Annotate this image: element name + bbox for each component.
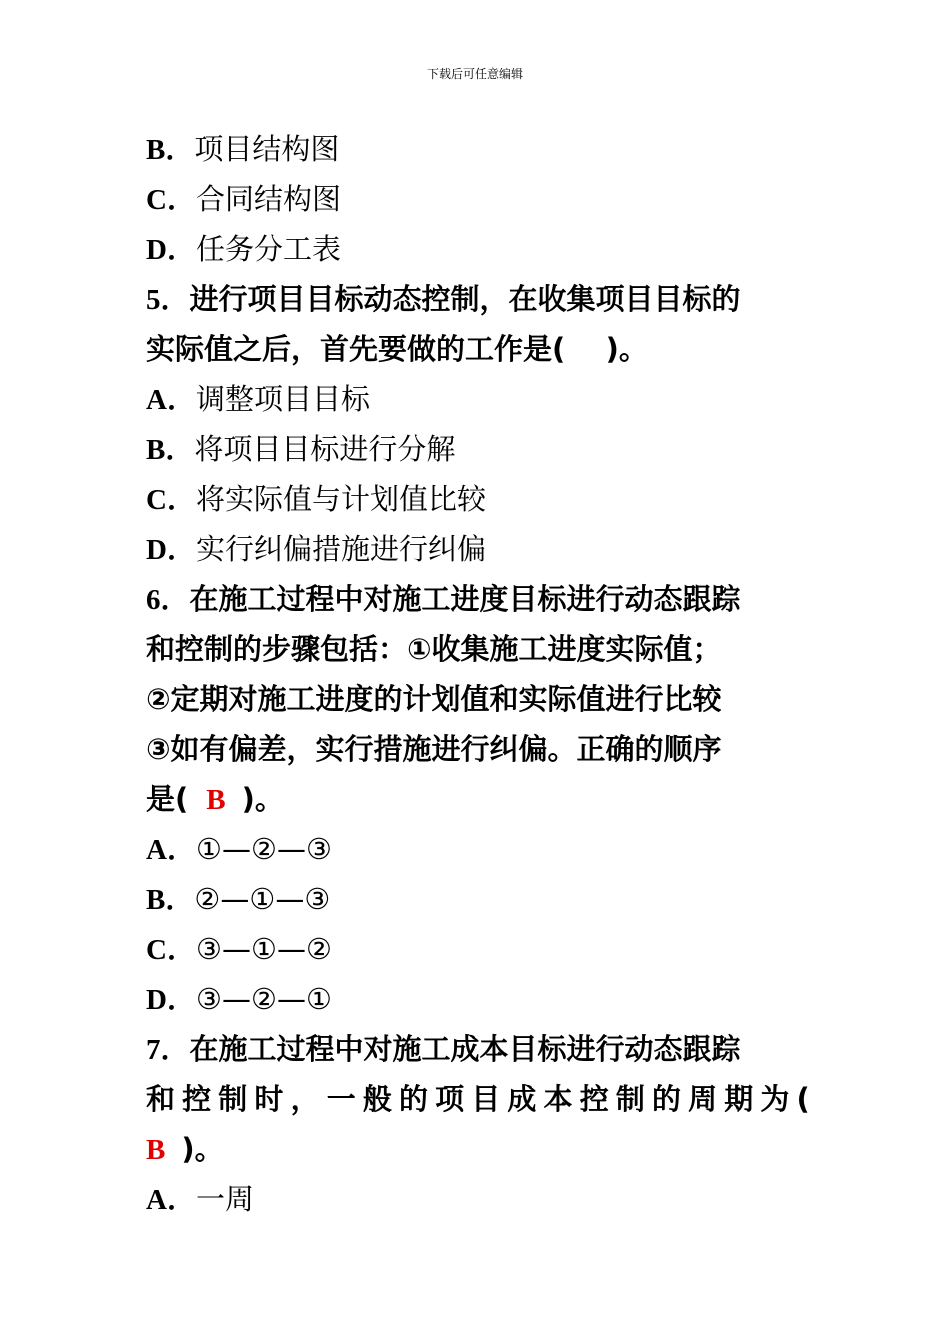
question-char: 制 (218, 1082, 248, 1116)
question-5-line-2 (146, 324, 810, 374)
question-text: 和控制的步骤包括：①收集施工进度实际值； (146, 632, 722, 666)
option-label: C． (146, 934, 196, 966)
option-line (146, 474, 810, 524)
question-char: 一 (326, 1082, 356, 1116)
option-line (146, 124, 810, 174)
question-text: 实际值之后，首先要做的工作是( )。 (146, 332, 648, 366)
question-char: 般 (362, 1082, 392, 1116)
option-line (146, 174, 810, 224)
option-line (146, 524, 810, 574)
page-header: 下载后可任意编辑 (426, 67, 523, 81)
question-text: ②定期对施工进度的计划值和实际值进行比较 (146, 682, 722, 716)
option-text: ①—②—③ (195, 832, 332, 866)
option-label: B． (146, 884, 195, 916)
option-text: 合同结构图 (195, 182, 341, 216)
option-text: 将实际值与计划值比较 (195, 482, 486, 516)
question-char: 和 (146, 1082, 176, 1116)
question-char: 为 (760, 1082, 790, 1116)
option-text: 实行纠偏措施进行纠偏 (195, 532, 486, 566)
question-char: 周 (688, 1082, 718, 1116)
question-number: 6． (146, 584, 190, 616)
question-char: 本 (543, 1082, 573, 1116)
question-text: ③如有偏差，实行措施进行纠偏。正确的顺序 (146, 732, 722, 766)
option-text: 调整项目目标 (195, 382, 370, 416)
option-line (146, 974, 810, 1024)
question-number: 5． (146, 284, 190, 316)
option-line (146, 424, 810, 474)
question-text: )。 (241, 782, 284, 816)
option-label: B． (146, 434, 195, 466)
option-label: D． (146, 984, 196, 1016)
answer-mark: B (146, 1134, 166, 1166)
option-label: D． (146, 534, 196, 566)
question-text: 在施工过程中对施工进度目标进行动态跟踪 (189, 582, 741, 616)
question-char: ( (796, 1082, 810, 1116)
option-line (146, 224, 810, 274)
question-char: 的 (398, 1082, 428, 1116)
question-char: 控 (182, 1082, 212, 1116)
question-6-line-3 (146, 674, 810, 724)
option-label: C． (146, 184, 196, 216)
option-text: ③—①—② (195, 932, 332, 966)
question-5-line-1 (146, 274, 810, 324)
question-7-line-3 (146, 1124, 810, 1174)
option-label: D． (146, 234, 196, 266)
option-line (146, 374, 810, 424)
option-text: 任务分工表 (195, 232, 341, 266)
question-7-line-1 (146, 1024, 810, 1074)
answer-mark: B (206, 784, 226, 816)
question-char: 项 (435, 1082, 465, 1116)
question-char: 控 (579, 1082, 609, 1116)
option-line (146, 1174, 810, 1224)
option-text: 项目结构图 (194, 132, 340, 166)
question-char: ， (290, 1082, 320, 1116)
option-line (146, 924, 810, 974)
question-char: 制 (615, 1082, 645, 1116)
question-char: 目 (471, 1082, 501, 1116)
question-char: 的 (651, 1082, 681, 1116)
option-label: A． (146, 384, 196, 416)
document-body (146, 124, 810, 1224)
option-label: C． (146, 484, 196, 516)
question-7-line-2 (146, 1074, 810, 1124)
question-number: 7． (146, 1034, 190, 1066)
question-text: )。 (181, 1132, 224, 1166)
question-6-line-5 (146, 774, 810, 824)
question-char: 期 (724, 1082, 754, 1116)
option-text: 一周 (195, 1182, 254, 1216)
option-text: ②—①—③ (194, 882, 331, 916)
option-label: A． (146, 1184, 196, 1216)
question-char: 时 (254, 1082, 284, 1116)
question-text: 进行项目目标动态控制，在收集项目目标的 (189, 282, 741, 316)
option-label: B． (146, 134, 195, 166)
question-text: 是( (146, 782, 189, 816)
question-text: 在施工过程中对施工成本目标进行动态跟踪 (189, 1032, 741, 1066)
question-6-line-1 (146, 574, 810, 624)
option-line (146, 874, 810, 924)
option-text: 将项目目标进行分解 (194, 432, 456, 466)
question-6-line-2 (146, 624, 810, 674)
question-char: 成 (507, 1082, 537, 1116)
option-line (146, 824, 810, 874)
option-label: A． (146, 834, 196, 866)
option-text: ③—②—① (195, 982, 332, 1016)
question-6-line-4 (146, 724, 810, 774)
